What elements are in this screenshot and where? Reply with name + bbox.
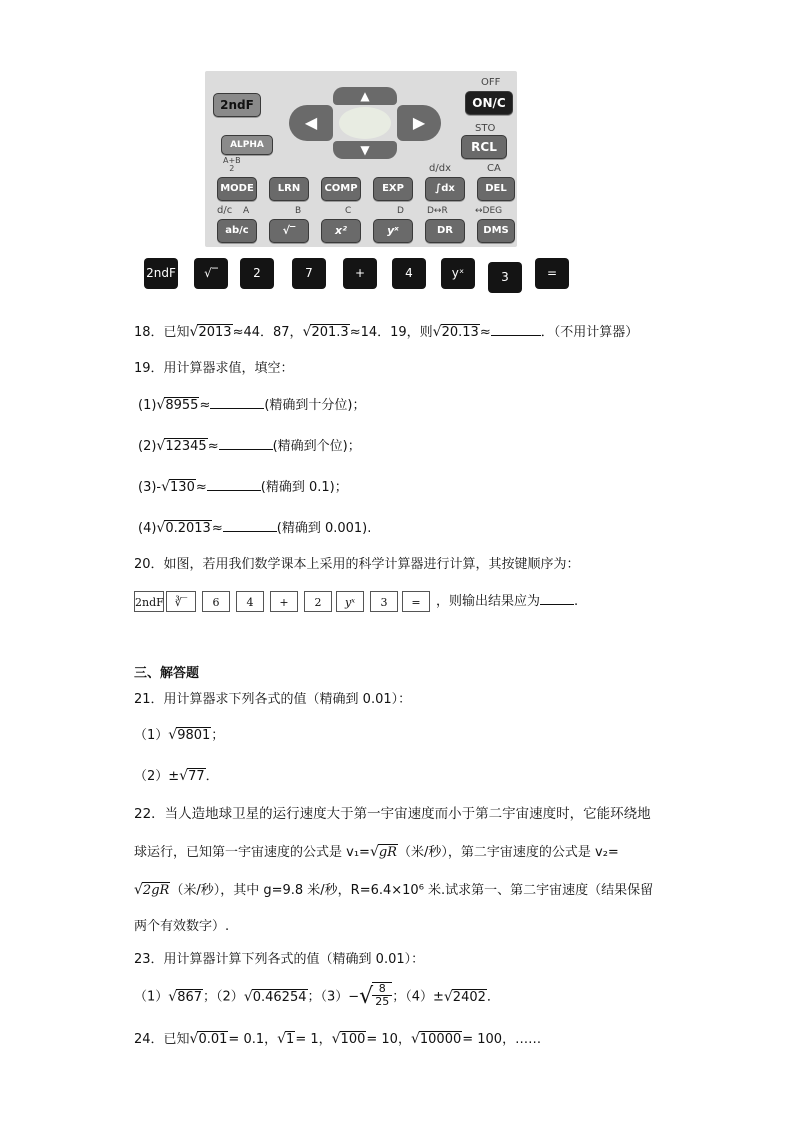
key-seq-1-7: 3 (488, 262, 522, 293)
q19-item-2: (2)√12345≈ (精确到个位)； (138, 438, 361, 454)
calc-key-sqrt: √‾ (269, 219, 309, 243)
q19-precision: (精确到个位)； (272, 439, 361, 454)
answer-blank[interactable] (210, 396, 264, 409)
question-24: 24．已知√0.01= 0.1，√1= 1，√100= 10，√10000= 100，…… (134, 1031, 542, 1047)
question-20: 20．如图，若用我们数学课本上采用的科学计算器进行计算，其按键顺序为： (134, 557, 580, 572)
q22-text: （米/秒），其中 g=9.8 米/秒，R=6.4×10⁶ 米.试求第一、第二宇宙速度（结果保留 (170, 883, 654, 898)
q23-label: ；（4）± (392, 989, 444, 1005)
question-21-title: 21．用计算器求下列各式的值（精确到 0.01）： (134, 692, 412, 707)
q19-radicand: 0.2013 (165, 521, 211, 536)
q20-key-4: + (270, 591, 298, 612)
q21-part-label: （1） (134, 728, 169, 743)
q22-line-3: √2gR（米/秒），其中 g=9.8 米/秒，R=6.4×10⁶ 米.试求第一、第二宇宙速度（结果保留 (134, 882, 654, 898)
key-seq-1-8: = (535, 258, 569, 289)
q21-part-1: （1）√9801； (134, 727, 225, 743)
q23-end: ． (486, 989, 500, 1005)
q20-key-3: 4 (236, 591, 264, 612)
q19-radicand: 130 (170, 480, 195, 495)
calculator-photo (205, 71, 517, 247)
q23-fraction (372, 982, 392, 1008)
q22-text: （米/秒），第二宇宙速度的公式是 v₂= (397, 845, 619, 860)
q20-key-6: yˣ (336, 591, 364, 612)
q23-label: ；（2） (203, 989, 244, 1005)
calc-key-yx: yˣ (373, 219, 413, 243)
q18-radicand-2: 201.3 (311, 325, 349, 340)
direction-pad (289, 87, 441, 159)
q21-part-2: （2）±√77． (134, 768, 219, 784)
q23-parts: （1）√867；（2）√0.46254；（3）−√ $\frac{8}{25}$ ；（4）±√2402． (134, 982, 500, 1009)
question-18: 18．已知√2013≈44．87，√201.3≈14．19，则√20.13≈ ．（不用计算器） (134, 324, 639, 340)
q18-radicand-3: 20.13 (441, 325, 479, 340)
q24-radicand: 0.01 (198, 1032, 228, 1047)
q24-radicand: 1 (286, 1032, 295, 1047)
calc-key-exp: EXP (373, 177, 413, 201)
q23-label: （1） (134, 989, 169, 1005)
key-seq-1-1: √‾ (194, 258, 228, 289)
calc-key-2ndf: 2ndF (213, 93, 261, 117)
b-label: B (295, 206, 302, 216)
q19-precision: (精确到 0.001). (276, 521, 372, 536)
c-label: C (345, 206, 352, 216)
deg-label: ↔DEG (475, 206, 503, 216)
q19-approx: ≈ (207, 439, 219, 454)
q20-key-8: = (402, 591, 430, 612)
off-label: OFF (481, 77, 501, 88)
q24-equals: = 1， (295, 1032, 332, 1047)
key-seq-1-5: 4 (392, 258, 426, 289)
a-label: A (243, 206, 250, 216)
down-arrow-icon: ▼ (333, 141, 397, 159)
calc-key-integral: ∫dx (425, 177, 465, 201)
answer-blank[interactable] (540, 592, 574, 605)
calc-key-del: DEL (477, 177, 515, 201)
dc-label: d/c (217, 205, 233, 216)
q24-equals: = 100，…… (462, 1032, 542, 1047)
q19-approx: ≈ (211, 521, 223, 536)
ab2-label: A+B 2 (223, 156, 241, 173)
key-seq-1-4: + (343, 258, 377, 289)
left-arrow-icon: ◀ (289, 105, 333, 141)
q23-radicand: 0.46254 (252, 989, 307, 1005)
calc-key-dr: DR (425, 219, 465, 243)
ddx-label: d/dx (429, 163, 451, 174)
calc-key-onc: ON/C (465, 91, 513, 115)
q19-item-label: (4) (138, 521, 157, 536)
q18-value-1: ≈44．87， (232, 325, 303, 340)
q21-part-end: ． (205, 769, 219, 784)
q20-tail-text: ，则输出结果应为 (436, 594, 541, 609)
d-label: D (397, 206, 404, 216)
q19-item-1: (1)√8955≈ (精确到十分位)； (138, 397, 366, 413)
q19-item-3: (3)-√130≈ (精确到 0.1)； (138, 479, 348, 495)
q22-text: 球运行，已知第一宇宙速度的公式是 v₁= (134, 845, 370, 860)
key-seq-1-6: yˣ (441, 258, 475, 289)
dr-top-label: D↔R (427, 206, 448, 216)
q20-key-7: 3 (370, 591, 398, 612)
sto-label: STO (475, 123, 496, 134)
answer-blank[interactable] (223, 519, 277, 532)
calc-key-lrn: LRN (269, 177, 309, 201)
calc-key-x2: x² (321, 219, 361, 243)
calc-key-dms: DMS (477, 219, 515, 243)
q21-radicand: 77 (188, 769, 205, 784)
q24-equals: = 0.1， (228, 1032, 278, 1047)
q20-key-5: 2 (304, 591, 332, 612)
q22-line-4: 两个有效数字）. (134, 919, 230, 934)
q18-value-2: ≈14．19，则 (349, 325, 433, 340)
question-23-title: 23．用计算器计算下列各式的值（精确到 0.01）： (134, 952, 425, 967)
q19-approx: ≈ (199, 398, 211, 413)
q23-label: ；（3）− (307, 989, 360, 1005)
q24-prefix: 24．已知 (134, 1032, 190, 1047)
calc-key-comp: COMP (321, 177, 361, 201)
q22-radicand: gR (378, 845, 397, 860)
q24-equals: = 10， (366, 1032, 411, 1047)
q20-tail (436, 592, 578, 611)
q18-approx: ≈ (479, 325, 491, 340)
q21-part-end: ； (211, 728, 225, 743)
q19-precision: (精确到 0.1)； (260, 480, 348, 495)
q18-prefix: 18．已知 (134, 325, 190, 340)
q23-radicand: 2402 (452, 989, 486, 1005)
answer-blank[interactable] (219, 437, 273, 450)
q19-radicand: 12345 (165, 439, 207, 454)
right-arrow-icon: ▶ (397, 105, 441, 141)
q18-radicand-1: 2013 (198, 325, 232, 340)
q21-part-label: （2）± (134, 769, 180, 784)
q19-item-label: (3)- (138, 480, 162, 495)
q22-radicand: 2gR (142, 883, 170, 898)
q22-line-1: 22．当人造地球卫星的运行速度大于第一宇宙速度而小于第二宇宙速度时，它能环绕地 (134, 806, 651, 822)
q23-numerator: 8 (372, 983, 392, 996)
calc-key-abc: ab/c (217, 219, 257, 243)
q24-radicand: 100 (340, 1032, 366, 1047)
q22-line-2: 球运行，已知第一宇宙速度的公式是 v₁=√gR（米/秒），第二宇宙速度的公式是 v₂= (134, 844, 619, 860)
q18-suffix: ．（不用计算器） (540, 325, 639, 340)
q23-denominator: 25 (375, 995, 390, 1008)
answer-blank[interactable] (491, 323, 541, 336)
ca-label: CA (487, 163, 501, 174)
key-seq-1-3: 7 (292, 258, 326, 289)
up-arrow-icon: ▲ (333, 87, 397, 105)
calc-key-rcl: RCL (461, 135, 507, 159)
q19-precision: (精确到十分位)； (264, 398, 366, 413)
q23-radicand: 867 (177, 989, 203, 1005)
question-19-title: 19．用计算器求值，填空： (134, 361, 294, 376)
section-heading: 三、解答题 (134, 666, 200, 681)
key-seq-1-2: 2 (240, 258, 274, 289)
q19-radicand: 8955 (165, 398, 199, 413)
answer-blank[interactable] (207, 478, 261, 491)
q24-radicand: 10000 (419, 1032, 462, 1047)
q20-key-1: ∛‾ (166, 591, 196, 612)
q21-radicand: 9801 (177, 728, 211, 743)
q19-approx: ≈ (195, 480, 207, 495)
q19-item-4: (4)√0.2013≈ (精确到 0.001). (138, 520, 372, 536)
calc-key-alpha: ALPHA (221, 135, 273, 155)
q20-key-0: 2ndF (134, 591, 164, 612)
q19-item-label: (1) (138, 398, 157, 413)
q20-end: . (574, 594, 579, 609)
q19-item-label: (2) (138, 439, 157, 454)
calc-key-mode: MODE (217, 177, 257, 201)
key-seq-1-0: 2ndF (144, 258, 178, 289)
center-pad (339, 107, 391, 139)
q20-key-2: 6 (202, 591, 230, 612)
